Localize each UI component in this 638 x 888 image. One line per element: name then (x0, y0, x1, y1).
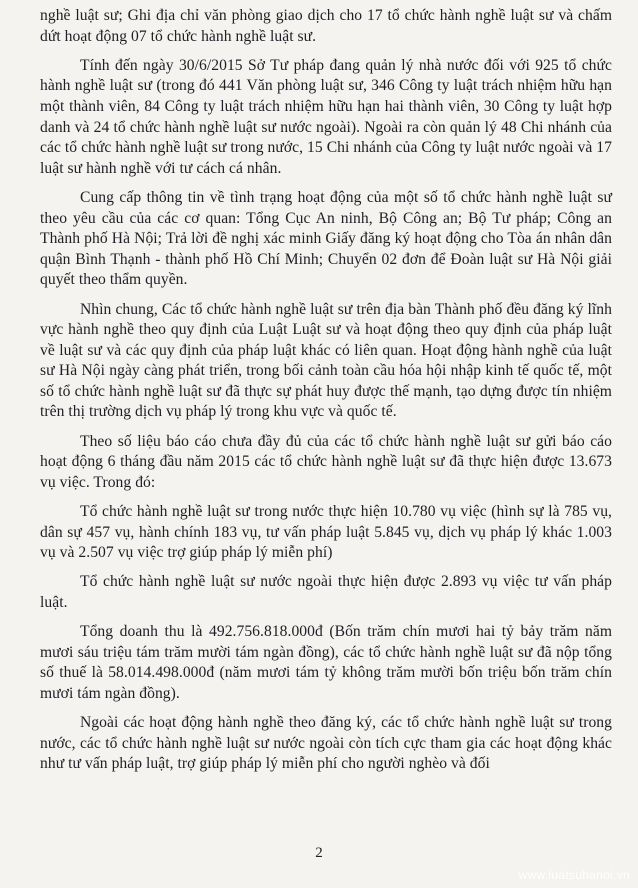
paragraph-domestic-cases: Tổ chức hành nghề luật sư trong nước thực hiện 10.780 vụ việc (hình sự là 785 vụ, dân sự 457 vụ, hành chính 183 vụ, tư vấn pháp luật 5.845 vụ, dịch vụ pháp lý khác 1.003 vụ và 2.507 vụ việc trợ giúp pháp lý miễn phí) (40, 503, 612, 562)
body-text (40, 6, 612, 784)
paragraph-organization-count: Tính đến ngày 30/6/2015 Sở Tư pháp đang quản lý nhà nước đối với 925 tổ chức hành nghề luật sư (trong đó 441 Văn phòng luật sư, 346 Công ty luật trách nhiệm hữu hạn một thành viên, 84 Công ty luật trách nhiệm hữu hạn hai thành viên, 30 Công ty luật hợp danh và 24 tổ chức hành nghề luật sư nước ngoài). Ngoài ra còn quản lý 48 Chi nhánh của các tổ chức hành nghề luật sư trong nước, 15 Chi nhánh của Công ty luật nước ngoài và 17 luật sư hành nghề với tư cách cá nhân. (40, 56, 612, 177)
website-watermark: www.luatsuhanoi.vn (518, 868, 630, 882)
paragraph-other-activities: Ngoài các hoạt động hành nghề theo đăng ký, các tổ chức hành nghề luật sư trong nước, các tổ chức hành nghề luật sư nước ngoài còn tích cực tham gia các hoạt động khác như tư vấn pháp luật, trợ giúp pháp lý miễn phí cho người nghèo và đối (40, 714, 612, 773)
paragraph-case-statistics: Theo số liệu báo cáo chưa đầy đủ của các tổ chức hành nghề luật sư gửi báo cáo hoạt động 6 tháng đầu năm 2015 các tổ chức hành nghề luật sư đã thực hiện được 13.673 vụ việc. Trong đó: (40, 432, 612, 491)
paragraph-general-assessment: Nhìn chung, Các tổ chức hành nghề luật sư trên địa bàn Thành phố đều đăng ký lĩnh vực hành nghề theo quy định của Luật Luật sư và hoạt động theo quy định của pháp luật về luật sư và các quy định của pháp luật khác có liên quan. Hoạt động hành nghề của luật sư Hà Nội ngày càng phát triển, trong bối cảnh toàn cầu hóa hội nhập kinh tế quốc tế, một số tổ chức hành nghề luật sư đã thực sự phát huy được thế mạnh, tạo dựng được tín nhiệm trên thị trường dịch vụ pháp lý trong khu vực và quốc tế. (40, 300, 612, 421)
page-number: 2 (315, 845, 323, 861)
paragraph-continuation: nghề luật sư; Ghi địa chỉ văn phòng giao dịch cho 17 tổ chức hành nghề luật sư và chấm dứt hoạt động 07 tổ chức hành nghề luật sư. (40, 7, 612, 45)
paragraph-information-provision: Cung cấp thông tin về tình trạng hoạt động của một số tổ chức hành nghề luật sư theo yêu cầu của các cơ quan: Tổng Cục An ninh, Bộ Công an; Bộ Tư pháp; Công an Thành phố Hà Nội; Trả lời đề nghị xác minh Giấy đăng ký hoạt động cho Tòa án nhân dân quận Bình Thạnh - thành phố Hồ Chí Minh; Chuyển 02 đơn để Đoàn luật sư Hà Nội giải quyết theo thẩm quyền. (40, 188, 612, 289)
paragraph-revenue: Tổng doanh thu là 492.756.818.000đ (Bốn trăm chín mươi hai tỷ bảy trăm năm mươi sáu triệu tám trăm mười tám ngàn đồng), các tổ chức hành nghề luật sư đã nộp tổng số thuế là 58.014.498.000đ (năm mươi tám tỷ không trăm mười bốn triệu bốn trăm chín mươi tám ngàn đồng). (40, 623, 612, 702)
paragraph-foreign-cases: Tổ chức hành nghề luật sư nước ngoài thực hiện được 2.893 vụ việc tư vấn pháp luật. (40, 573, 612, 611)
